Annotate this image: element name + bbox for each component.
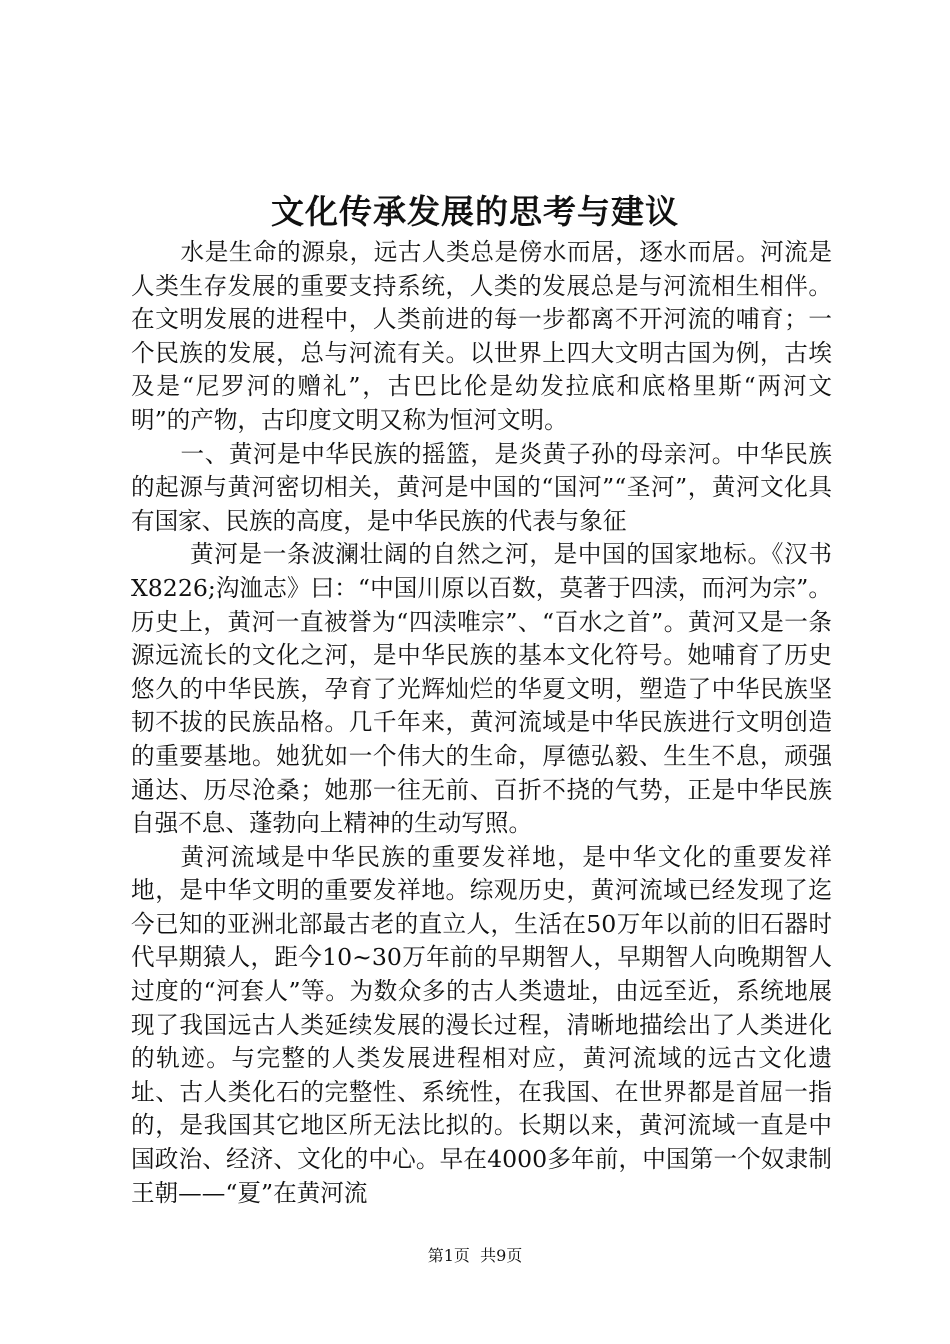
page-number: 第1页 [427,1246,470,1265]
document-body [131,236,832,1210]
paragraph-1: 水是生命的源泉，远古人类总是傍水而居，逐水而居。河流是人类生存发展的重要支持系统，人类的发展总是与河流相生相伴。在文明发展的进程中，人类前进的每一步都离不开河流的哺育；一个民族的发展，总与河流有关。以世界上四大文明古国为例，古埃及是“尼罗河的赠礼”，古巴比伦是幼发拉底和底格里斯“两河文明”的产物，古印度文明又称为恒河文明。 [131,238,832,434]
paragraph-3: 黄河是一条波澜壮阔的自然之河，是中国的国家地标。《汉书X8226;沟洫志》曰：“中国川原以百数，莫著于四渎，而河为宗”。历史上，黄河一直被誉为“四渎唯宗”、“百水之首”。黄河又是一条源远流长的文化之河，是中华民族的基本文化符号。她哺育了历史悠久的中华民族，孕育了光辉灿烂的华夏文明，塑造了中华民族坚韧不拔的民族品格。几千年来，黄河流域是中华民族进行文明创造的重要基地。她犹如一个伟大的生命，厚德弘毅、生生不息，顽强通达、历尽沧桑；她那一往无前、百折不挠的气势，正是中华民族自强不息、蓬勃向上精神的生动写照。 [131,540,832,838]
paragraph-2: 一、黄河是中华民族的摇篮，是炎黄子孙的母亲河。中华民族的起源与黄河密切相关，黄河是中国的“国河”“圣河”，黄河文化具有国家、民族的高度，是中华民族的代表与象征 [131,439,832,535]
document-title: 文化传承发展的思考与建议 [271,192,679,231]
paragraph-4: 黄河流域是中华民族的重要发祥地，是中华文化的重要发祥地，是中华文明的重要发祥地。综观历史，黄河流域已经发现了迄今已知的亚洲北部最古老的直立人，生活在50万年以前的旧石器时代早期猿人，距今10~30万年前的早期智人，早期智人向晚期智人过度的“河套人”等。为数众多的古人类遗址，由远至近，系统地展现了我国远古人类延续发展的漫长过程，清晰地描绘出了人类进化的轨迹。与完整的人类发展进程相对应，黄河流域的远古文化遗址、古人类化石的完整性、系统性，在我国、在世界都是首屈一指的，是我国其它地区所无法比拟的。长期以来，黄河流域一直是中国政治、经济、文化的中心。早在4000多年前，中国第一个奴隶制王朝——“夏”在黄河流 [131,842,832,1207]
page-total: 共9页 [480,1246,523,1265]
page-footer [0,1243,950,1266]
